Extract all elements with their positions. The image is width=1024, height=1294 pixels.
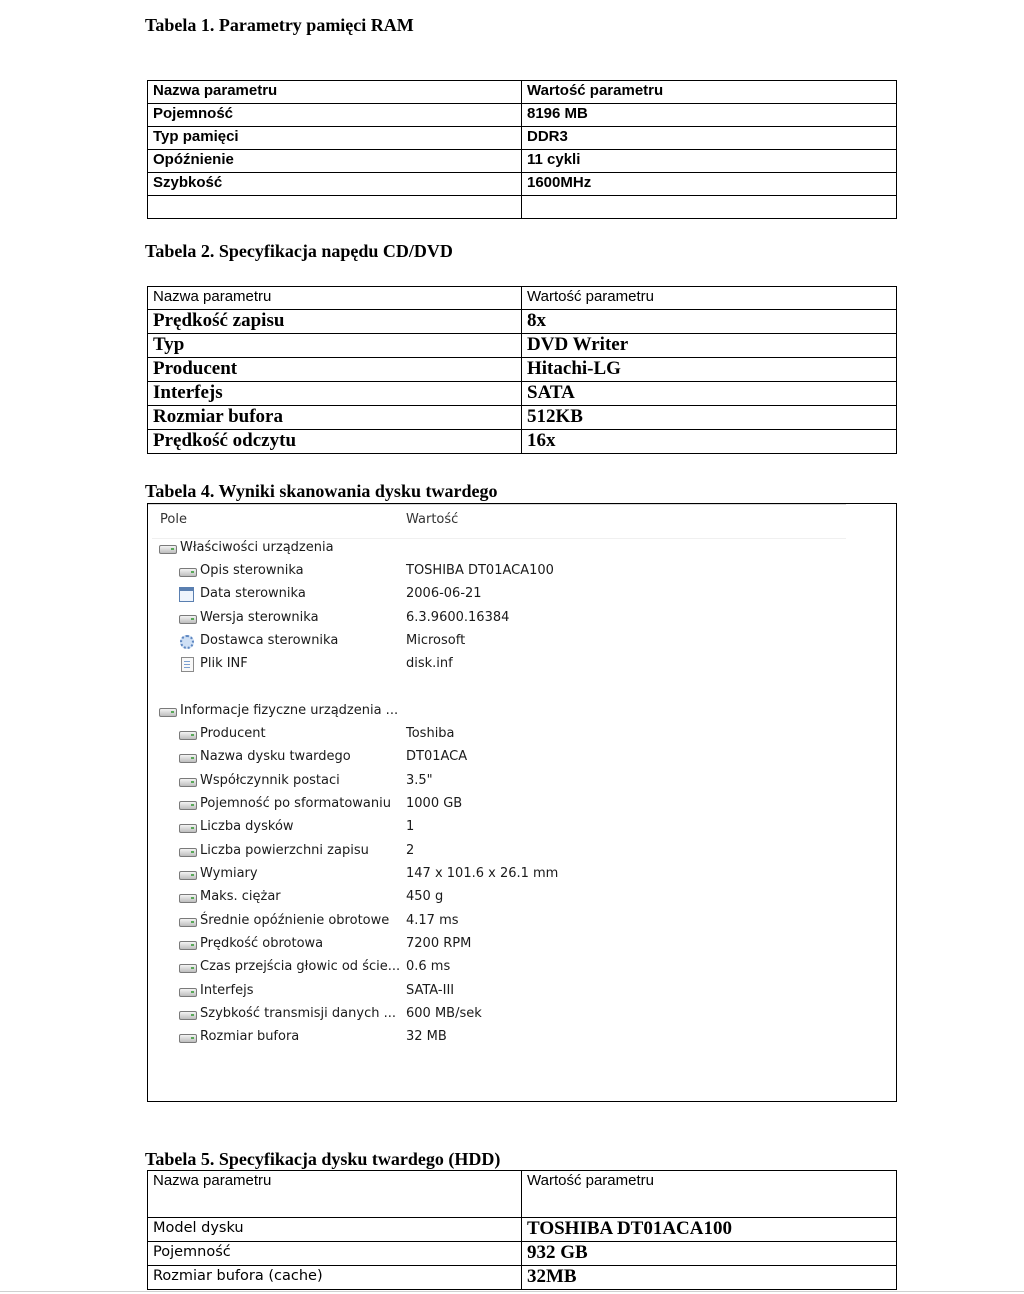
table1-caption: Tabela 1. Parametry pamięci RAM	[145, 15, 414, 35]
property-value: disk.inf	[406, 656, 453, 671]
property-value: 32 MB	[406, 1029, 447, 1044]
property-value: 1000 GB	[406, 796, 463, 811]
property-value: 7200 RPM	[406, 936, 472, 951]
hdd-spec-table	[147, 1170, 897, 1290]
table-row	[148, 1218, 897, 1242]
property-value: 3.5"	[406, 773, 433, 788]
param-value-cell: 512KB	[522, 406, 897, 430]
param-name-cell: Pojemność	[148, 104, 522, 127]
property-name: Wymiary	[200, 866, 258, 881]
property-value: TOSHIBA DT01ACA100	[406, 563, 554, 578]
property-value: 147 x 101.6 x 26.1 mm	[406, 866, 559, 881]
property-value: 2006-06-21	[406, 586, 482, 601]
property-row[interactable]	[178, 817, 878, 837]
param-value-cell	[522, 196, 897, 219]
property-row[interactable]	[178, 1027, 878, 1047]
param-name-cell: Rozmiar bufora	[148, 406, 522, 430]
property-row[interactable]	[178, 911, 878, 931]
group-title: Właściwości urządzenia	[180, 540, 334, 555]
property-value: 6.3.9600.16384	[406, 610, 510, 625]
property-name: Średnie opóźnienie obrotowe	[200, 913, 390, 928]
drive-icon	[178, 1007, 196, 1021]
param-value-cell: 16x	[522, 430, 897, 454]
table-row	[148, 1266, 897, 1290]
table5-caption: Tabela 5. Specyfikacja dysku twardego (HDD)	[145, 1149, 501, 1169]
property-value: 2	[406, 843, 415, 858]
property-row[interactable]	[178, 747, 878, 767]
property-row[interactable]	[178, 561, 878, 581]
table-row	[148, 104, 897, 127]
param-value-cell: DDR3	[522, 127, 897, 150]
property-name: Liczba dysków	[200, 819, 294, 834]
property-row[interactable]	[178, 771, 878, 791]
property-name: Współczynnik postaci	[200, 773, 340, 788]
param-name-cell: Producent	[148, 358, 522, 382]
calendar-icon	[178, 587, 196, 601]
property-name: Plik INF	[200, 656, 248, 671]
property-value: SATA-III	[406, 983, 455, 998]
drive-icon	[178, 727, 196, 741]
property-name: Data sterownika	[200, 586, 306, 601]
header-cell: Wartość parametru	[522, 287, 897, 310]
property-name: Opis sterownika	[200, 563, 304, 578]
table-row	[148, 173, 897, 196]
table-row	[148, 406, 897, 430]
property-name: Rozmiar bufora	[200, 1029, 300, 1044]
table4-caption: Tabela 4. Wyniki skanowania dysku twardego	[145, 481, 498, 501]
drive-icon	[178, 820, 196, 834]
table-row	[148, 334, 897, 358]
page-bottom-edge	[0, 1291, 1024, 1292]
param-name-cell: Pojemność	[148, 1242, 522, 1266]
table-header-row	[148, 1171, 897, 1218]
param-name-cell: Opóźnienie	[148, 150, 522, 173]
param-name-cell: Typ pamięci	[148, 127, 522, 150]
param-value-cell: 32MB	[522, 1266, 897, 1290]
drive-icon	[158, 541, 176, 555]
property-row[interactable]	[178, 724, 878, 744]
property-row[interactable]	[178, 864, 878, 884]
table-header-row	[148, 287, 897, 310]
table-row	[148, 127, 897, 150]
property-name: Nazwa dysku twardego	[200, 749, 351, 764]
param-value-cell: SATA	[522, 382, 897, 406]
drive-icon	[178, 844, 196, 858]
property-row[interactable]	[178, 608, 878, 628]
property-name: Liczba powierzchni zapisu	[200, 843, 369, 858]
property-value: Toshiba	[406, 726, 455, 741]
disk-scan-properties-panel	[147, 503, 897, 1102]
property-name: Maks. ciężar	[200, 889, 281, 904]
table2-caption: Tabela 2. Specyfikacja napędu CD/DVD	[145, 241, 453, 261]
header-cell: Wartość parametru	[522, 1171, 897, 1218]
drive-icon	[178, 960, 196, 974]
property-row[interactable]	[178, 654, 878, 674]
table-row	[148, 310, 897, 334]
property-name: Wersja sterownika	[200, 610, 319, 625]
gear-icon	[178, 634, 196, 648]
property-row[interactable]	[178, 631, 878, 651]
drive-icon	[178, 867, 196, 881]
param-name-cell: Typ	[148, 334, 522, 358]
property-name: Producent	[200, 726, 266, 741]
property-name: Czas przejścia głowic od ście...	[200, 959, 401, 974]
table-row	[148, 1242, 897, 1266]
header-cell: Nazwa parametru	[148, 287, 522, 310]
drive-icon	[158, 704, 176, 718]
param-value-cell: Hitachi-LG	[522, 358, 897, 382]
property-value: 450 g	[406, 889, 444, 904]
property-row[interactable]	[178, 981, 878, 1001]
param-name-cell: Prędkość odczytu	[148, 430, 522, 454]
param-name-cell: Szybkość	[148, 173, 522, 196]
property-name: Interfejs	[200, 983, 254, 998]
property-value: 0.6 ms	[406, 959, 451, 974]
table-row	[148, 430, 897, 454]
param-name-cell: Rozmiar bufora (cache)	[148, 1266, 522, 1290]
table-row	[148, 150, 897, 173]
ram-parameters-table	[147, 80, 897, 219]
column-header-wartosc[interactable]: Wartość	[406, 512, 459, 527]
param-value-cell: 8196 MB	[522, 104, 897, 127]
param-name-cell: Model dysku	[148, 1218, 522, 1242]
table-row	[148, 358, 897, 382]
file-icon	[178, 657, 196, 671]
property-name: Dostawca sterownika	[200, 633, 339, 648]
property-row[interactable]	[178, 887, 878, 907]
property-row[interactable]	[178, 794, 878, 814]
drive-icon	[178, 774, 196, 788]
param-value-cell: 1600MHz	[522, 173, 897, 196]
drive-icon	[178, 937, 196, 951]
property-value: 1	[406, 819, 415, 834]
drive-icon	[178, 797, 196, 811]
drive-icon	[178, 564, 196, 578]
property-name: Prędkość obrotowa	[200, 936, 324, 951]
column-header-pole[interactable]: Pole	[160, 512, 187, 527]
drive-icon	[178, 1030, 196, 1044]
drive-icon	[178, 890, 196, 904]
param-value-cell: 932 GB	[522, 1242, 897, 1266]
table-row	[148, 196, 897, 219]
property-row[interactable]	[178, 957, 878, 977]
property-value: Microsoft	[406, 633, 466, 648]
drive-icon	[178, 750, 196, 764]
header-cell: Nazwa parametru	[148, 1171, 522, 1218]
header-cell: Wartość parametru	[522, 81, 897, 104]
property-name: Szybkość transmisji danych ...	[200, 1006, 396, 1021]
param-value-cell: 11 cykli	[522, 150, 897, 173]
property-row[interactable]	[178, 934, 878, 954]
property-value: DT01ACA	[406, 749, 468, 764]
property-row[interactable]	[178, 1004, 878, 1024]
param-value-cell: 8x	[522, 310, 897, 334]
param-name-cell: Prędkość zapisu	[148, 310, 522, 334]
table-header-row	[148, 81, 897, 104]
param-name-cell: Interfejs	[148, 382, 522, 406]
header-cell: Nazwa parametru	[148, 81, 522, 104]
property-value: 4.17 ms	[406, 913, 459, 928]
drive-icon	[178, 984, 196, 998]
param-value-cell: DVD Writer	[522, 334, 897, 358]
property-value: 600 MB/sek	[406, 1006, 482, 1021]
property-name: Pojemność po sformatowaniu	[200, 796, 391, 811]
table-row	[148, 382, 897, 406]
param-name-cell	[148, 196, 522, 219]
header-divider	[148, 504, 846, 505]
group-title: Informacje fizyczne urządzenia ...	[180, 703, 399, 718]
property-row[interactable]	[178, 841, 878, 861]
cd-dvd-spec-table	[147, 286, 897, 454]
drive-icon	[178, 914, 196, 928]
property-row[interactable]	[178, 584, 878, 604]
param-value-cell: TOSHIBA DT01ACA100	[522, 1218, 897, 1242]
drive-icon	[178, 611, 196, 625]
